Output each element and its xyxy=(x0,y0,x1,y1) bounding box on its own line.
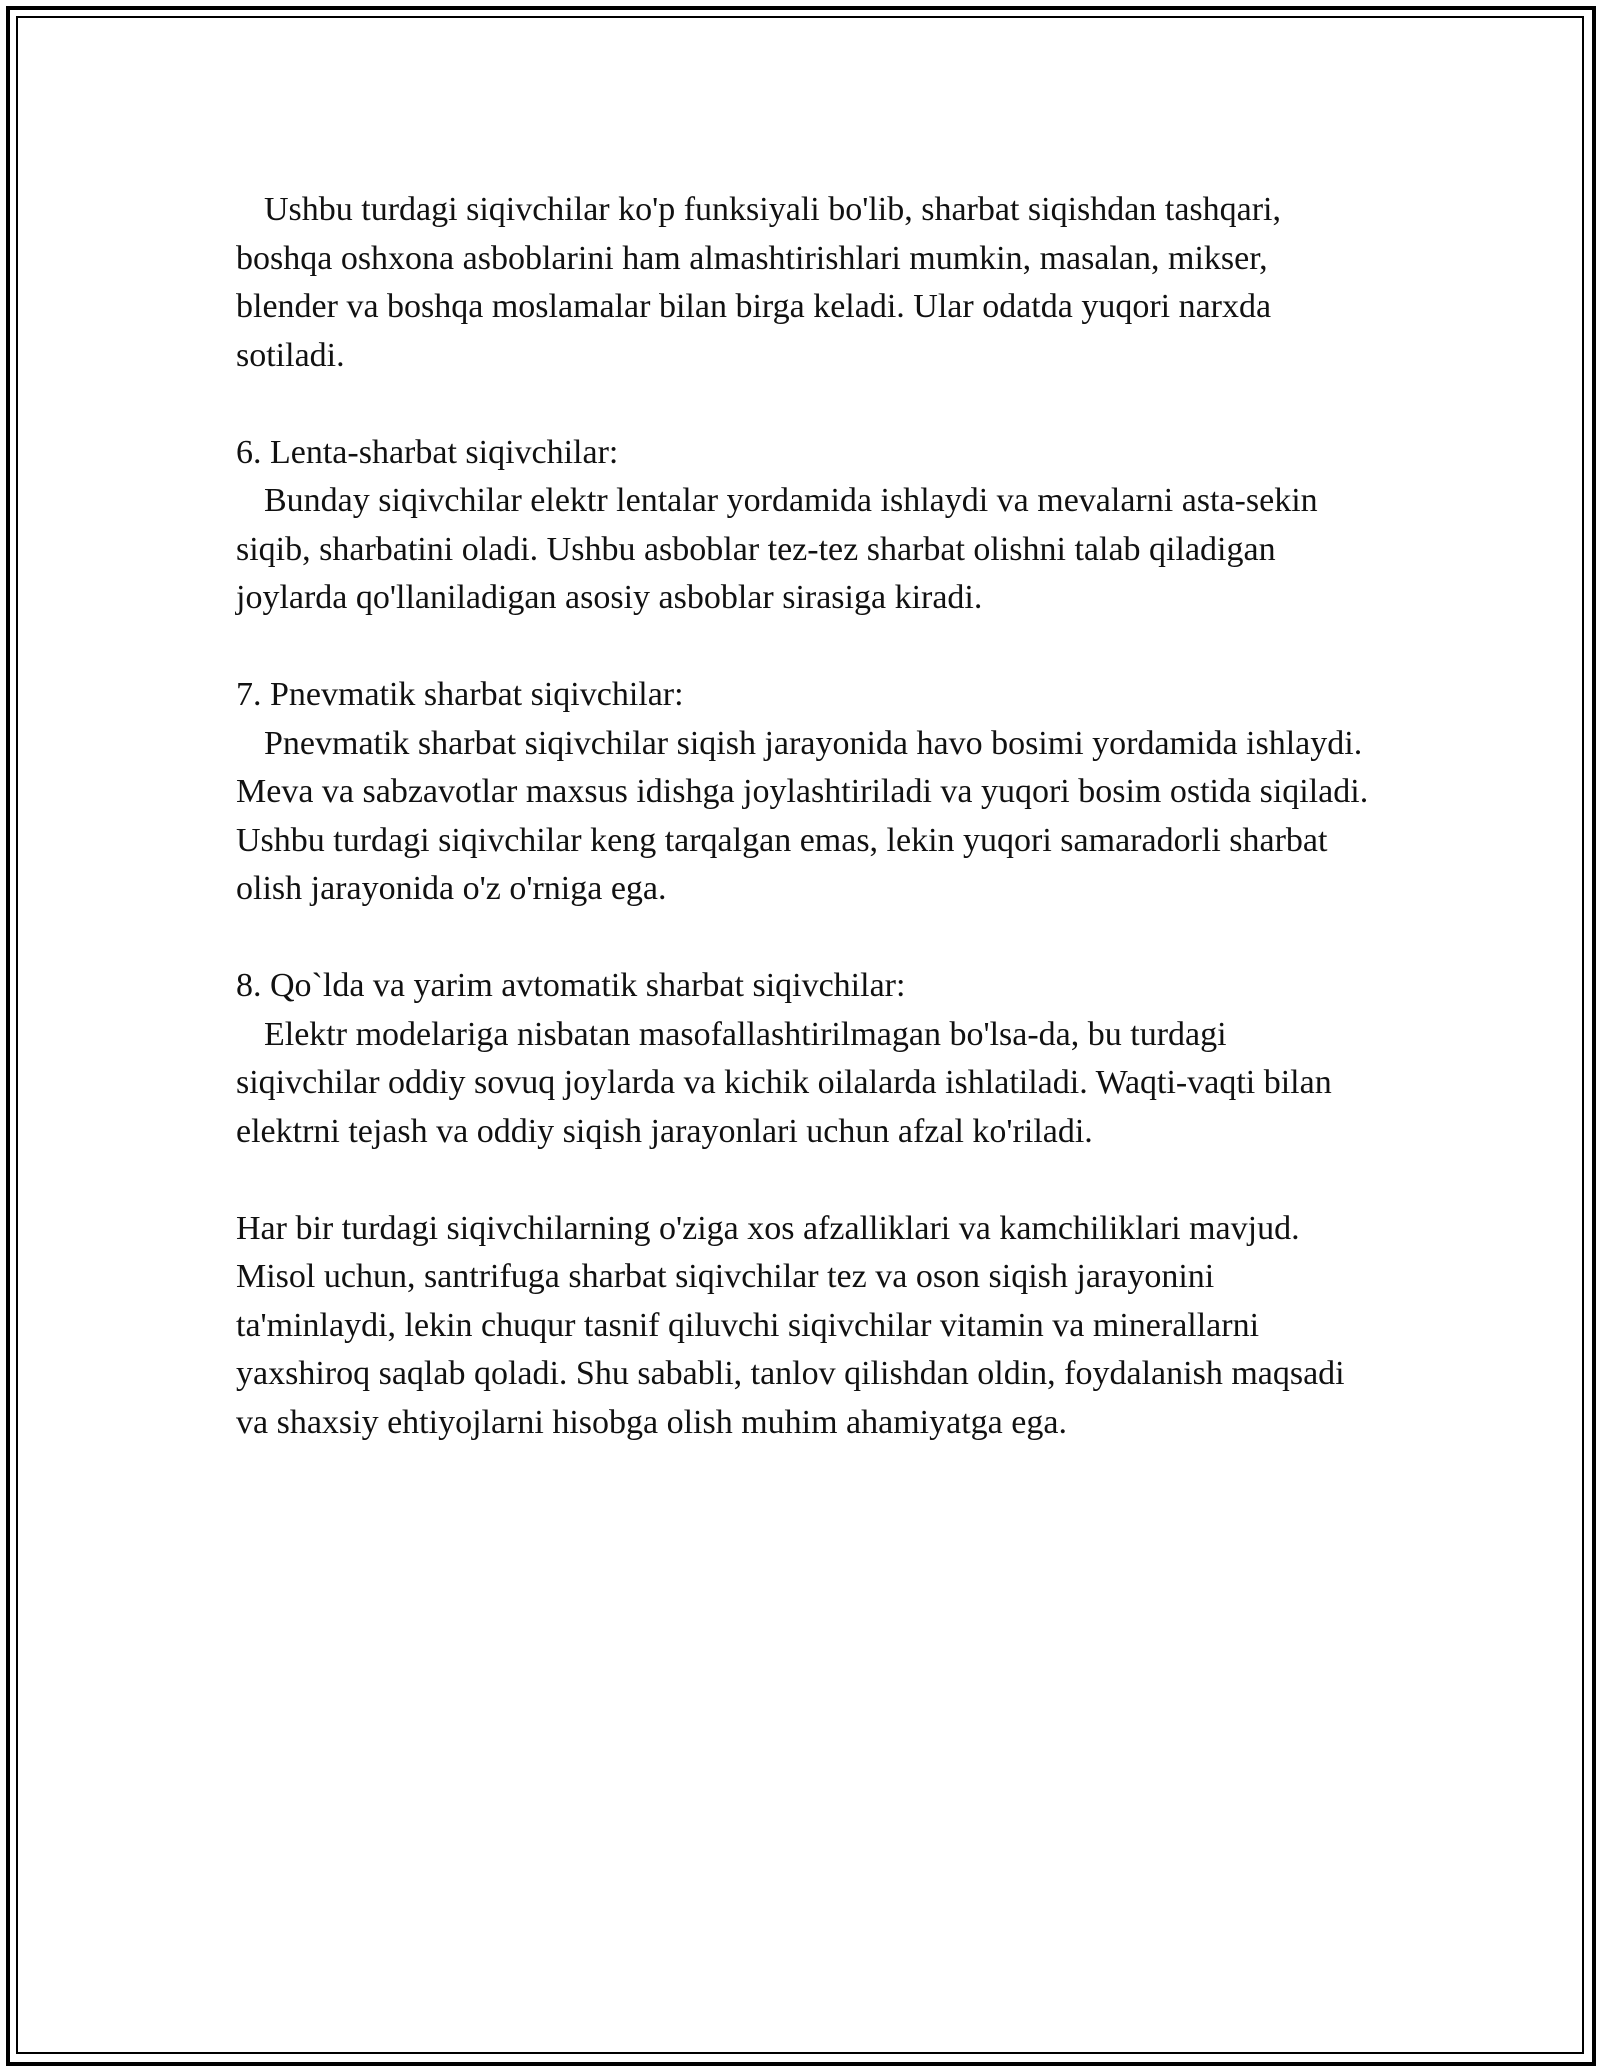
section-body: Bunday siqivchilar elektr lentalar yordamida ishlaydi va mevalarni asta-sekin siqib, sharbatini oladi. Ushbu asboblar tez-tez sharbat olishni talab qiladigan joylarda qo'llaniladigan asosiy asboblar sirasiga kiradi. xyxy=(236,482,1318,616)
section-pnevmatik xyxy=(236,671,1372,914)
conclusion-paragraph: Har bir turdagi siqivchilarning o'ziga xos afzalliklari va kamchiliklari mavjud. Misol uchun, santrifuga sharbat siqivchilar tez va oson siqish jarayonini ta'minlaydi, lekin chuqur tasnif qiluvchi siqivchilar vitamin va minerallarni yaxshiroq saqlab qoladi. Shu sababli, tanlov qilishdan oldin, foydalanish maqsadi va shaxsiy ehtiyojlarni hisobga olish muhim ahamiyatga ega. xyxy=(236,1209,1345,1441)
section-body: Pnevmatik sharbat siqivchilar siqish jarayonida havo bosimi yordamida ishlaydi. Meva va sabzavotlar maxsus idishga joylashtiriladi va yuqori bosim ostida siqiladi. Ushbu turdagi siqivchilar keng tarqalgan emas, lekin yuqori samaradorli sharbat olish jarayonida o'z o'rniga ega. xyxy=(236,724,1369,907)
document-body xyxy=(236,186,1372,1496)
section-body: Elektr modelariga nisbatan masofallashtirilmagan bo'lsa-da, bu turdagi siqivchilar oddiy sovuq joylarda va kichik oilalarda ishlatiladi. Waqti-vaqti bilan elektrni tejash va oddiy siqish jarayonlari uchun afzal ko'riladi. xyxy=(236,1015,1332,1150)
section-qolda xyxy=(236,962,1372,1156)
intro-paragraph: Ushbu turdagi siqivchilar ko'p funksiyali bo'lib, sharbat siqishdan tashqari, boshqa oshxona asboblarini ham almashtirishlari mumkin, masalan, mikser, blender va boshqa moslamalar bilan birga keladi. Ular odatda yuqori narxda sotiladi. xyxy=(236,191,1281,374)
section-heading: 6. Lenta-sharbat siqivchilar: xyxy=(236,433,619,471)
section-lenta xyxy=(236,429,1372,623)
section-heading: 7. Pnevmatik sharbat siqivchilar: xyxy=(236,676,684,713)
section-heading: 8. Qo`lda va yarim avtomatik sharbat siqivchilar: xyxy=(236,967,906,1004)
